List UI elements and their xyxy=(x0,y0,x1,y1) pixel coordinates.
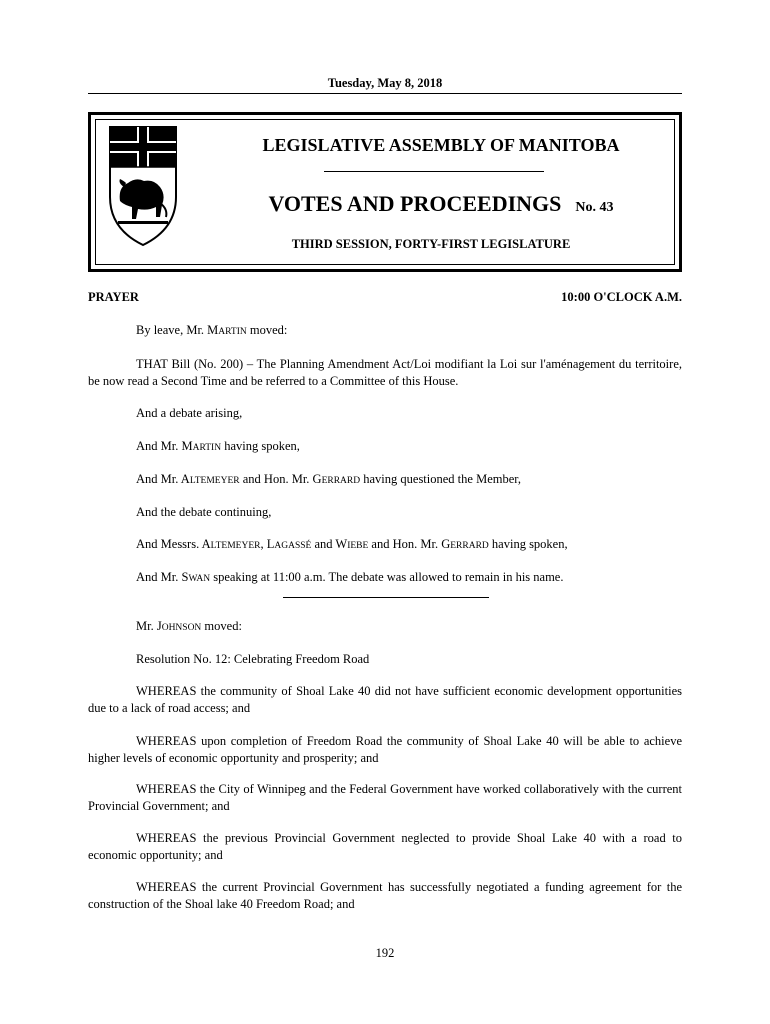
text-run: and Hon. Mr. G xyxy=(368,537,451,551)
member-name: LTEMEYER xyxy=(210,541,261,551)
paragraph-debate-continuing: And the debate continuing, xyxy=(136,505,272,519)
prayer-time: 10:00 O'CLOCK A.M. xyxy=(561,290,682,304)
title-box xyxy=(88,112,682,272)
date-header: Tuesday, May 8, 2018 xyxy=(327,76,443,90)
text-run: and W xyxy=(311,537,348,551)
text-run: moved: xyxy=(246,323,288,337)
paragraph-bill-200: THAT Bill (No. 200) – The Planning Amendment Act/Loi modifiant la Loi sur l'aménagement du territoire, be now read a Second Time and be referred to a Committee of this House. xyxy=(88,357,682,388)
member-name: OHNSON xyxy=(161,623,202,633)
paragraph-debate-arising: And a debate arising, xyxy=(136,406,243,420)
assembly-name: LEGISLATIVE ASSEMBLY OF MANITOBA xyxy=(262,135,620,155)
whereas-clause-3: WHEREAS the City of Winnipeg and the Federal Government have worked collaboratively with the current Provincial Government; and xyxy=(88,782,682,813)
section-separator xyxy=(283,597,489,598)
text-run: and Hon. Mr. G xyxy=(239,472,322,486)
member-name: LTEMEYER xyxy=(189,476,240,486)
text-run: And Mr. A xyxy=(136,472,190,486)
paragraph-swan-speaking xyxy=(88,569,682,588)
page-number: 192 xyxy=(375,946,395,960)
member-name: ARTIN xyxy=(192,443,222,453)
member-name: ARTIN xyxy=(218,327,247,337)
prayer-label: PRAYER xyxy=(88,290,139,304)
member-name: IEBE xyxy=(347,541,369,551)
whereas-clause-2: WHEREAS upon completion of Freedom Road the community of Shoal Lake 40 will be able to achieve higher levels of economic opportunity and prosperity; and xyxy=(88,734,682,765)
paragraph-johnson-moved xyxy=(88,618,682,637)
whereas-clause-1: WHEREAS the community of Shoal Lake 40 did not have sufficient economic development opportunities due to a lack of road access; and xyxy=(88,684,682,715)
text-run: moved: xyxy=(201,619,242,633)
paragraph-messrs-spoken xyxy=(88,536,682,555)
text-run: By leave, Mr. M xyxy=(136,323,219,337)
text-run: And Messrs. A xyxy=(136,537,211,551)
text-run: Mr. J xyxy=(136,619,162,633)
document-title xyxy=(241,191,641,217)
text-run: , L xyxy=(260,537,275,551)
whereas-clause-4: WHEREAS the previous Provincial Government neglected to provide Shoal Lake 40 with a road to economic opportunity; and xyxy=(88,831,682,862)
paragraph-questioned xyxy=(88,471,682,490)
votes-title: VOTES AND PROCEEDINGS xyxy=(268,191,562,216)
prayer-row xyxy=(88,290,682,305)
session-label: THIRD SESSION, FORTY-FIRST LEGISLATURE xyxy=(291,237,571,251)
whereas-clause-5: WHEREAS the current Provincial Government has successfully negotiated a funding agreement for the construction of the Shoal lake 40 Freedom Road; and xyxy=(88,880,682,911)
member-name: ERRARD xyxy=(321,476,361,486)
manitoba-crest-icon xyxy=(108,125,178,247)
paragraph-martin-spoken xyxy=(88,438,682,457)
text-run: And Mr. S xyxy=(136,570,189,584)
header-rule xyxy=(88,93,682,94)
text-run: having spoken, xyxy=(488,537,568,551)
member-name: ERRARD xyxy=(450,541,489,551)
text-run: having questioned the Member, xyxy=(360,472,522,486)
title-divider xyxy=(324,171,544,172)
member-name: WAN xyxy=(188,574,211,584)
issue-number: No. 43 xyxy=(575,200,614,215)
text-run: And Mr. M xyxy=(136,439,193,453)
text-run: speaking at 11:00 a.m. The debate was allowed to remain in his name. xyxy=(210,570,564,584)
paragraph-by-leave xyxy=(88,322,682,341)
text-run: having spoken, xyxy=(221,439,300,453)
resolution-title: Resolution No. 12: Celebrating Freedom Road xyxy=(136,652,370,666)
member-name: AGASSÉ xyxy=(274,541,312,551)
